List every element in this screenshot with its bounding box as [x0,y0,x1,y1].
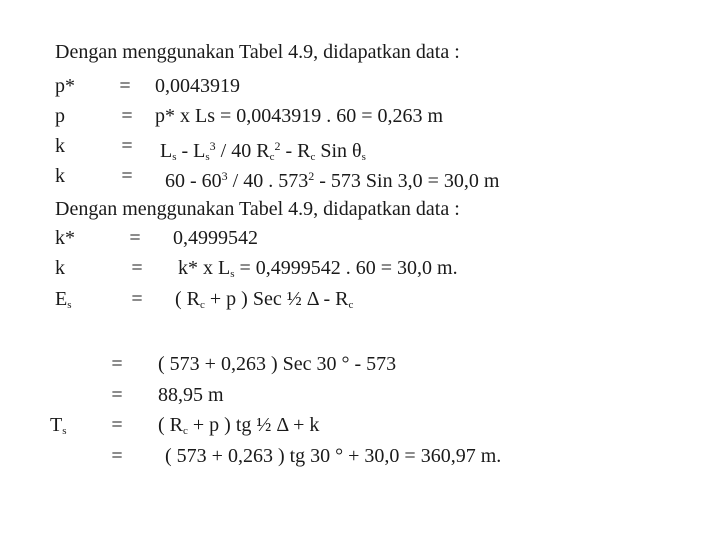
equals-sign: = [129,227,141,249]
heading-1: Dengan menggunakan Tabel 4.9, didapatkan data : [55,41,460,63]
equals-sign: = [121,135,133,157]
expression: ( 573 + 0,263 ) tg 30 ° + 30,0 = 360,97 m. [165,445,502,467]
value: 0,4999542 [173,227,258,249]
expression: $L_s - L_s^3 / 40$ $R_c^2 - R_c$ Sin $\theta_s$ [160,139,366,163]
expression: k* x $L_s = 0,4999542$ . 60 = 30,0 m. [178,257,458,280]
var-label: $T_s$ [50,414,67,437]
expression: ( $R_c + p$ ) tg ½ Δ + k [158,414,320,437]
var-label: k [55,257,65,279]
expression: ( 573 + 0,263 ) Sec 30 ° - 573 [158,353,397,375]
heading-2: Dengan menggunakan Tabel 4.9, didapatkan data : [55,198,460,220]
var-label: k* [55,227,75,249]
equals-sign: = [131,288,143,310]
equals-sign: = [111,353,123,375]
equals-sign: = [111,384,123,406]
expression: $60 - 60^3 / 40$ . $573^2 - 573$ Sin 3,0 = 30,0 m [165,169,500,192]
var-label: $E_s$ [55,288,72,311]
equals-sign: = [111,414,123,436]
var-label: k [55,165,65,187]
expression: p* x Ls = 0,0043919 . 60 = 0,263 m [155,105,444,127]
expression: ( $R_c + p$ ) Sec ½ Δ - $R_c$ [175,288,354,311]
result: 88,95 m [158,384,224,406]
value: 0,0043919 [155,75,240,97]
equals-sign: = [131,257,143,279]
equals-sign: = [119,75,131,97]
equals-sign: = [121,165,133,187]
var-label: p [55,105,65,127]
var-label: p* [55,75,75,97]
equals-sign: = [111,445,123,467]
var-label: k [55,135,65,157]
equals-sign: = [121,105,133,127]
